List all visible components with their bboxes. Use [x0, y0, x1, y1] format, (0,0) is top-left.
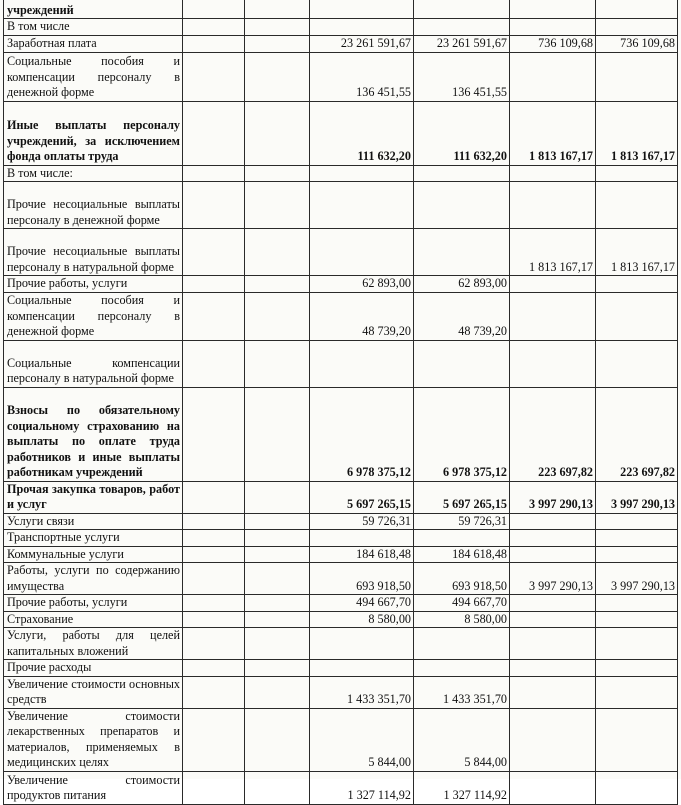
amount-col-5: 3 997 290,13: [510, 563, 596, 595]
code-cell-1: [183, 660, 245, 677]
amount-col-6: 3 997 290,13: [596, 563, 678, 595]
amount-col-5: [510, 611, 596, 628]
table-row: [4, 0, 678, 19]
amount-col-5: [510, 660, 596, 677]
amount-col-5: [510, 19, 596, 36]
table-row: [4, 628, 678, 660]
code-cell-2: [245, 771, 310, 804]
amount-plan: [310, 628, 414, 660]
code-cell-2: [245, 292, 310, 340]
table-row: [4, 513, 678, 530]
amount-plan: [310, 660, 414, 677]
amount-plan: 494 667,70: [310, 595, 414, 612]
amount-col-5: 736 109,68: [510, 35, 596, 52]
code-cell-1: [183, 19, 245, 36]
row-label: Социальные компенсации персоналу в натуральной форме: [4, 340, 183, 387]
row-label: Взносы по обязательному социальному страхованию на выплаты по оплате труда работников и иные выплаты работникам учреждений: [4, 387, 183, 481]
amount-actual: 693 918,50: [414, 563, 510, 595]
amount-col-6: 736 109,68: [596, 35, 678, 52]
row-label: Коммунальные услуги: [4, 546, 183, 563]
code-cell-1: [183, 276, 245, 293]
amount-actual: 184 618,48: [414, 546, 510, 563]
table-row: [4, 101, 678, 165]
amount-actual: 5 844,00: [414, 708, 510, 771]
row-label: Работы, услуги по содержанию имущества: [4, 563, 183, 595]
amount-col-6: [596, 0, 678, 19]
code-cell-1: [183, 546, 245, 563]
code-cell-1: [183, 165, 245, 182]
code-cell-2: [245, 481, 310, 513]
amount-plan: [310, 19, 414, 36]
amount-col-5: [510, 595, 596, 612]
amount-col-5: [510, 0, 596, 19]
row-label: В том числе:: [4, 165, 183, 182]
amount-col-5: [510, 340, 596, 387]
amount-col-5: [510, 276, 596, 293]
amount-plan: 111 632,20: [310, 101, 414, 165]
table-row: [4, 563, 678, 595]
amount-actual: 494 667,70: [414, 595, 510, 612]
amount-plan: 6 978 375,12: [310, 387, 414, 481]
code-cell-1: [183, 35, 245, 52]
amount-col-6: [596, 611, 678, 628]
row-label: Транспортные услуги: [4, 530, 183, 547]
amount-col-5: 1 813 167,17: [510, 101, 596, 165]
amount-col-6: [596, 771, 678, 804]
amount-col-5: 1 813 167,17: [510, 229, 596, 276]
row-label: Услуги связи: [4, 513, 183, 530]
amount-plan: 136 451,55: [310, 52, 414, 101]
table-row: [4, 708, 678, 771]
code-cell-2: [245, 182, 310, 229]
amount-actual: 6 978 375,12: [414, 387, 510, 481]
amount-actual: 5 697 265,15: [414, 481, 510, 513]
amount-col-6: [596, 708, 678, 771]
table-row: [4, 481, 678, 513]
table-row: [4, 771, 678, 804]
amount-plan: [310, 340, 414, 387]
row-label: учреждений: [4, 0, 183, 19]
amount-col-6: [596, 276, 678, 293]
code-cell-1: [183, 387, 245, 481]
row-label: Увеличение стоимости основных средств: [4, 676, 183, 708]
table-row: [4, 676, 678, 708]
table-row: [4, 595, 678, 612]
amount-col-6: 1 813 167,17: [596, 101, 678, 165]
amount-col-6: 223 697,82: [596, 387, 678, 481]
amount-col-5: [510, 513, 596, 530]
amount-actual: 59 726,31: [414, 513, 510, 530]
row-label: Прочие работы, услуги: [4, 276, 183, 293]
table-row: [4, 530, 678, 547]
code-cell-1: [183, 229, 245, 276]
amount-plan: 184 618,48: [310, 546, 414, 563]
amount-col-6: [596, 292, 678, 340]
table-row: [4, 19, 678, 36]
code-cell-1: [183, 0, 245, 19]
amount-plan: 5 844,00: [310, 708, 414, 771]
amount-plan: 23 261 591,67: [310, 35, 414, 52]
row-label: Увеличение стоимости лекарственных препаратов и материалов, применяемых в медицинских целях: [4, 708, 183, 771]
amount-col-5: [510, 676, 596, 708]
row-label: Прочие расходы: [4, 660, 183, 677]
amount-col-6: [596, 340, 678, 387]
code-cell-1: [183, 595, 245, 612]
code-cell-1: [183, 628, 245, 660]
code-cell-2: [245, 530, 310, 547]
code-cell-2: [245, 35, 310, 52]
row-label: Социальные пособия и компенсации персоналу в денежной форме: [4, 292, 183, 340]
amount-actual: 62 893,00: [414, 276, 510, 293]
amount-actual: [414, 19, 510, 36]
code-cell-2: [245, 276, 310, 293]
amount-plan: 59 726,31: [310, 513, 414, 530]
amount-actual: 48 739,20: [414, 292, 510, 340]
row-label: Прочие работы, услуги: [4, 595, 183, 612]
table-row: [4, 387, 678, 481]
amount-col-6: [596, 52, 678, 101]
amount-actual: 8 580,00: [414, 611, 510, 628]
amount-plan: 48 739,20: [310, 292, 414, 340]
table-row: [4, 660, 678, 677]
amount-col-6: [596, 165, 678, 182]
code-cell-1: [183, 182, 245, 229]
row-label: Прочие несоциальные выплаты персоналу в денежной форме: [4, 182, 183, 229]
code-cell-2: [245, 229, 310, 276]
table-row: [4, 276, 678, 293]
row-label: Заработная плата: [4, 35, 183, 52]
table-row: [4, 229, 678, 276]
amount-col-6: 3 997 290,13: [596, 481, 678, 513]
code-cell-2: [245, 628, 310, 660]
amount-plan: [310, 530, 414, 547]
amount-plan: [310, 229, 414, 276]
row-label: Социальные пособия и компенсации персоналу в денежной форме: [4, 52, 183, 101]
table-row: [4, 35, 678, 52]
amount-col-5: [510, 530, 596, 547]
table-row: [4, 52, 678, 101]
amount-col-5: [510, 771, 596, 804]
amount-col-6: [596, 595, 678, 612]
code-cell-2: [245, 595, 310, 612]
amount-plan: 1 327 114,92: [310, 771, 414, 804]
row-label: Увеличение стоимости продуктов питания: [4, 771, 183, 804]
code-cell-2: [245, 387, 310, 481]
amount-actual: [414, 660, 510, 677]
amount-col-5: [510, 292, 596, 340]
code-cell-2: [245, 340, 310, 387]
amount-col-6: [596, 546, 678, 563]
amount-plan: 693 918,50: [310, 563, 414, 595]
code-cell-2: [245, 563, 310, 595]
amount-col-6: [596, 660, 678, 677]
amount-actual: 136 451,55: [414, 52, 510, 101]
amount-plan: 62 893,00: [310, 276, 414, 293]
amount-col-5: [510, 546, 596, 563]
expense-table: [3, 0, 678, 805]
code-cell-2: [245, 676, 310, 708]
amount-col-6: [596, 676, 678, 708]
code-cell-1: [183, 771, 245, 804]
code-cell-1: [183, 513, 245, 530]
row-label: Страхование: [4, 611, 183, 628]
amount-col-6: 1 813 167,17: [596, 229, 678, 276]
amount-actual: [414, 530, 510, 547]
amount-actual: [414, 165, 510, 182]
code-cell-1: [183, 530, 245, 547]
table-row: [4, 292, 678, 340]
amount-plan: 1 433 351,70: [310, 676, 414, 708]
row-label: Прочие несоциальные выплаты персоналу в натуральной форме: [4, 229, 183, 276]
code-cell-2: [245, 660, 310, 677]
code-cell-2: [245, 165, 310, 182]
row-label: Прочая закупка товаров, работ и услуг: [4, 481, 183, 513]
row-label: В том числе: [4, 19, 183, 36]
amount-col-5: [510, 628, 596, 660]
amount-col-5: 3 997 290,13: [510, 481, 596, 513]
code-cell-2: [245, 52, 310, 101]
row-label: Услуги, работы для целей капитальных вложений: [4, 628, 183, 660]
table-row: [4, 546, 678, 563]
amount-actual: [414, 0, 510, 19]
row-label: Иные выплаты персоналу учреждений, за исключением фонда оплаты труда: [4, 101, 183, 165]
amount-plan: [310, 182, 414, 229]
amount-col-5: 223 697,82: [510, 387, 596, 481]
amount-actual: 1 327 114,92: [414, 771, 510, 804]
amount-plan: 8 580,00: [310, 611, 414, 628]
code-cell-2: [245, 19, 310, 36]
amount-col-5: [510, 165, 596, 182]
amount-actual: 23 261 591,67: [414, 35, 510, 52]
amount-actual: [414, 340, 510, 387]
code-cell-1: [183, 481, 245, 513]
amount-col-6: [596, 19, 678, 36]
amount-col-5: [510, 708, 596, 771]
amount-col-6: [596, 182, 678, 229]
code-cell-2: [245, 513, 310, 530]
amount-col-6: [596, 530, 678, 547]
amount-col-5: [510, 52, 596, 101]
amount-actual: 1 433 351,70: [414, 676, 510, 708]
code-cell-2: [245, 0, 310, 19]
amount-col-5: [510, 182, 596, 229]
code-cell-2: [245, 546, 310, 563]
amount-actual: [414, 229, 510, 276]
amount-plan: 5 697 265,15: [310, 481, 414, 513]
code-cell-1: [183, 563, 245, 595]
table-row: [4, 340, 678, 387]
amount-col-6: [596, 513, 678, 530]
code-cell-1: [183, 292, 245, 340]
code-cell-1: [183, 708, 245, 771]
code-cell-2: [245, 101, 310, 165]
amount-actual: [414, 182, 510, 229]
amount-actual: [414, 628, 510, 660]
amount-col-6: [596, 628, 678, 660]
code-cell-1: [183, 340, 245, 387]
amount-plan: [310, 0, 414, 19]
code-cell-1: [183, 611, 245, 628]
code-cell-1: [183, 676, 245, 708]
table-row: [4, 182, 678, 229]
amount-plan: [310, 165, 414, 182]
table-row: [4, 165, 678, 182]
amount-actual: 111 632,20: [414, 101, 510, 165]
table-row: [4, 611, 678, 628]
code-cell-2: [245, 611, 310, 628]
code-cell-2: [245, 708, 310, 771]
code-cell-1: [183, 101, 245, 165]
code-cell-1: [183, 52, 245, 101]
